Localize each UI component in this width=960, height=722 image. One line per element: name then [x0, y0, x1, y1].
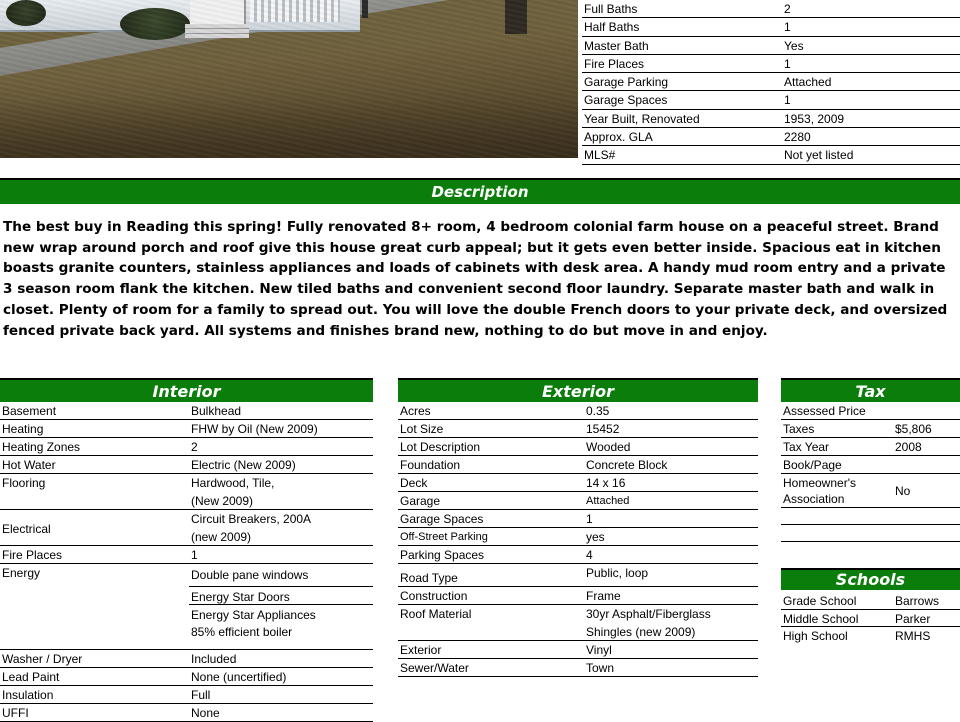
- exterior-label: Off-Street Parking: [400, 531, 488, 543]
- interior-label: Heating Zones: [2, 440, 81, 454]
- exterior-value: Public, loop: [586, 566, 649, 580]
- fact-label: Garage Parking: [584, 75, 669, 90]
- interior-value: Hardwood, Tile,: [191, 476, 275, 490]
- table-row: [781, 456, 960, 474]
- interior-value: None: [191, 706, 220, 720]
- exterior-label: Acres: [400, 404, 431, 418]
- school-label: Grade School: [783, 594, 857, 608]
- tax-label: Taxes: [783, 422, 815, 436]
- interior-label: Electrical: [2, 522, 51, 536]
- exterior-value: 15452: [586, 422, 620, 436]
- interior-value: Full: [191, 688, 211, 702]
- school-label: Middle School: [783, 611, 859, 626]
- exterior-label: Parking Spaces: [400, 548, 485, 562]
- tax-table: [781, 402, 960, 542]
- table-row: [0, 438, 373, 456]
- table-row: [398, 546, 758, 564]
- energy-item: 85% efficient boiler: [191, 625, 293, 639]
- top-facts-table: [582, 0, 960, 165]
- table-row: [781, 627, 960, 645]
- interior-value: Included: [191, 652, 237, 666]
- interior-label: Lead Paint: [2, 670, 60, 684]
- table-row: [582, 37, 960, 55]
- fact-value: Yes: [784, 38, 804, 53]
- interior-value: Electric (New 2009): [191, 458, 296, 472]
- table-row: [0, 668, 373, 686]
- exterior-value: Vinyl: [586, 643, 612, 657]
- table-row: [582, 73, 960, 91]
- fact-value: 2: [784, 2, 791, 16]
- exterior-table: [398, 402, 758, 677]
- table-row: [582, 110, 960, 128]
- school-value: RMHS: [895, 629, 931, 643]
- schools-table: [781, 592, 960, 645]
- table-row: [0, 456, 373, 474]
- exterior-value: 1: [586, 512, 593, 526]
- interior-value: 1: [191, 548, 198, 562]
- fact-label: Fire Places: [584, 56, 645, 71]
- table-row: [582, 55, 960, 73]
- school-value: Parker: [895, 611, 931, 626]
- table-row: [0, 402, 373, 420]
- energy-item: Energy Star Appliances: [191, 608, 316, 622]
- exterior-value: Wooded: [586, 440, 631, 454]
- interior-label: Energy: [2, 566, 41, 580]
- house-photo: [0, 0, 578, 158]
- table-row: [781, 474, 960, 508]
- fact-label: Garage Spaces: [584, 93, 668, 108]
- fact-label: MLS#: [584, 148, 616, 163]
- interior-label: Flooring: [2, 476, 46, 490]
- exterior-value-line2: Shingles (new 2009): [586, 625, 696, 639]
- exterior-value: Frame: [586, 589, 621, 603]
- interior-value: None (uncertified): [191, 670, 287, 684]
- exterior-value: 0.35: [586, 404, 610, 418]
- table-row: [0, 704, 373, 722]
- table-row: [781, 402, 960, 420]
- table-row: [582, 0, 960, 18]
- table-row: [781, 420, 960, 438]
- tax-value: $5,806: [895, 422, 932, 436]
- table-row: [0, 510, 373, 546]
- table-row: [398, 564, 758, 587]
- fact-label: Approx. GLA: [584, 130, 653, 145]
- table-row: [582, 91, 960, 109]
- table-row: [0, 420, 373, 438]
- divider: [189, 604, 373, 605]
- table-row: [0, 686, 373, 704]
- interior-value-line2: (New 2009): [191, 494, 254, 508]
- fact-label: Year Built, Renovated: [584, 111, 700, 126]
- table-row: [0, 564, 373, 650]
- photo-texture: [0, 0, 578, 158]
- interior-label: Hot Water: [2, 458, 56, 472]
- table-row: [398, 659, 758, 677]
- table-row: [781, 610, 960, 628]
- table-row: [398, 587, 758, 605]
- tax-value: 2008: [895, 440, 922, 454]
- exterior-label: Lot Description: [400, 440, 481, 454]
- tax-heading: Tax: [781, 378, 960, 402]
- interior-label: Insulation: [2, 688, 54, 702]
- fact-label: Master Bath: [584, 38, 649, 53]
- table-row: [398, 420, 758, 438]
- table-row: [398, 474, 758, 492]
- table-row: [582, 146, 960, 164]
- school-value: Barrows: [895, 594, 940, 608]
- interior-value: FHW by Oil (New 2009): [191, 422, 318, 436]
- interior-value: 2: [191, 440, 198, 454]
- exterior-value: Concrete Block: [586, 458, 668, 472]
- table-row: [781, 592, 960, 610]
- interior-label: Fire Places: [2, 548, 63, 562]
- fact-value: Attached: [784, 75, 832, 90]
- fact-value: 1: [784, 93, 791, 108]
- exterior-label: Sewer/Water: [400, 661, 469, 675]
- school-label: High School: [783, 629, 848, 643]
- interior-heading: Interior: [0, 378, 373, 402]
- exterior-label: Garage: [400, 494, 441, 508]
- tax-value: No: [895, 484, 911, 498]
- exterior-label: Roof Material: [400, 607, 472, 621]
- exterior-value: Attached: [586, 495, 630, 507]
- table-row: [398, 456, 758, 474]
- energy-item: Energy Star Doors: [191, 590, 290, 604]
- fact-value: 2280: [784, 130, 811, 145]
- exterior-label: Construction: [400, 589, 468, 603]
- exterior-label: Exterior: [400, 643, 442, 657]
- description-text: The best buy in Reading this spring! Fully renovated 8+ room, 4 bedroom colonial farm house on a peaceful street. Brand new wrap around porch and roof give this house great curb appeal; but it gets even better inside. Spacious eat in kitchen boasts granite counters, stainless appliances and loads of cabinets with desk area. A handy mud room entry and a private 3 season room flank the kitchen. New tiled baths and convenient second floor laundry. Separate master bath and walk in closet. Plenty of room for a family to spread out. You will love the double French doors to your private deck, and oversized fenced private back yard. All systems and finishes brand new, nothing to do but move in and enjoy.: [3, 219, 948, 339]
- interior-label: Basement: [2, 404, 57, 418]
- table-row: [398, 605, 758, 641]
- table-row: [781, 508, 960, 525]
- table-row: [398, 492, 758, 510]
- table-row: [781, 438, 960, 456]
- fact-value: Not yet listed: [784, 148, 854, 163]
- fact-value: 1953, 2009: [784, 111, 845, 126]
- exterior-value: 4: [586, 548, 593, 562]
- interior-label: Washer / Dryer: [2, 652, 83, 666]
- table-row: [0, 546, 373, 564]
- table-row: [582, 128, 960, 146]
- exterior-heading: Exterior: [398, 378, 758, 402]
- table-row: [781, 525, 960, 542]
- tax-label: Tax Year: [783, 440, 830, 454]
- table-row: [398, 641, 758, 659]
- table-row: [398, 528, 758, 546]
- table-row: [398, 438, 758, 456]
- interior-value: Circuit Breakers, 200A: [191, 512, 312, 526]
- interior-label: UFFI: [2, 706, 29, 720]
- exterior-value: 30yr Asphalt/Fiberglass: [586, 607, 711, 621]
- tax-label: Homeowner's Association: [783, 476, 856, 506]
- exterior-value: 14 x 16: [586, 476, 626, 490]
- schools-heading: Schools: [781, 568, 960, 590]
- exterior-label: Road Type: [400, 571, 458, 585]
- table-row: [0, 650, 373, 668]
- table-row: [398, 510, 758, 528]
- exterior-label: Foundation: [400, 458, 461, 472]
- table-row: [0, 474, 373, 510]
- table-row: [398, 402, 758, 420]
- interior-table: [0, 402, 373, 722]
- exterior-label: Lot Size: [400, 422, 444, 436]
- interior-value: Bulkhead: [191, 404, 242, 418]
- divider: [189, 586, 373, 587]
- interior-label: Heating: [2, 422, 44, 436]
- table-row: [582, 18, 960, 36]
- energy-item: Double pane windows: [191, 568, 309, 582]
- fact-value: 1: [784, 56, 791, 71]
- fact-label: Half Baths: [584, 20, 640, 35]
- exterior-label: Garage Spaces: [400, 512, 484, 526]
- description-heading: Description: [0, 178, 960, 204]
- tax-label: Book/Page: [783, 458, 842, 472]
- exterior-value: yes: [586, 530, 605, 544]
- exterior-value: Town: [586, 661, 615, 675]
- fact-value: 1: [784, 20, 791, 35]
- interior-value-line2: (new 2009): [191, 530, 252, 544]
- fact-label: Full Baths: [584, 2, 638, 16]
- exterior-label: Deck: [400, 476, 428, 490]
- tax-label: Assessed Price: [783, 404, 866, 418]
